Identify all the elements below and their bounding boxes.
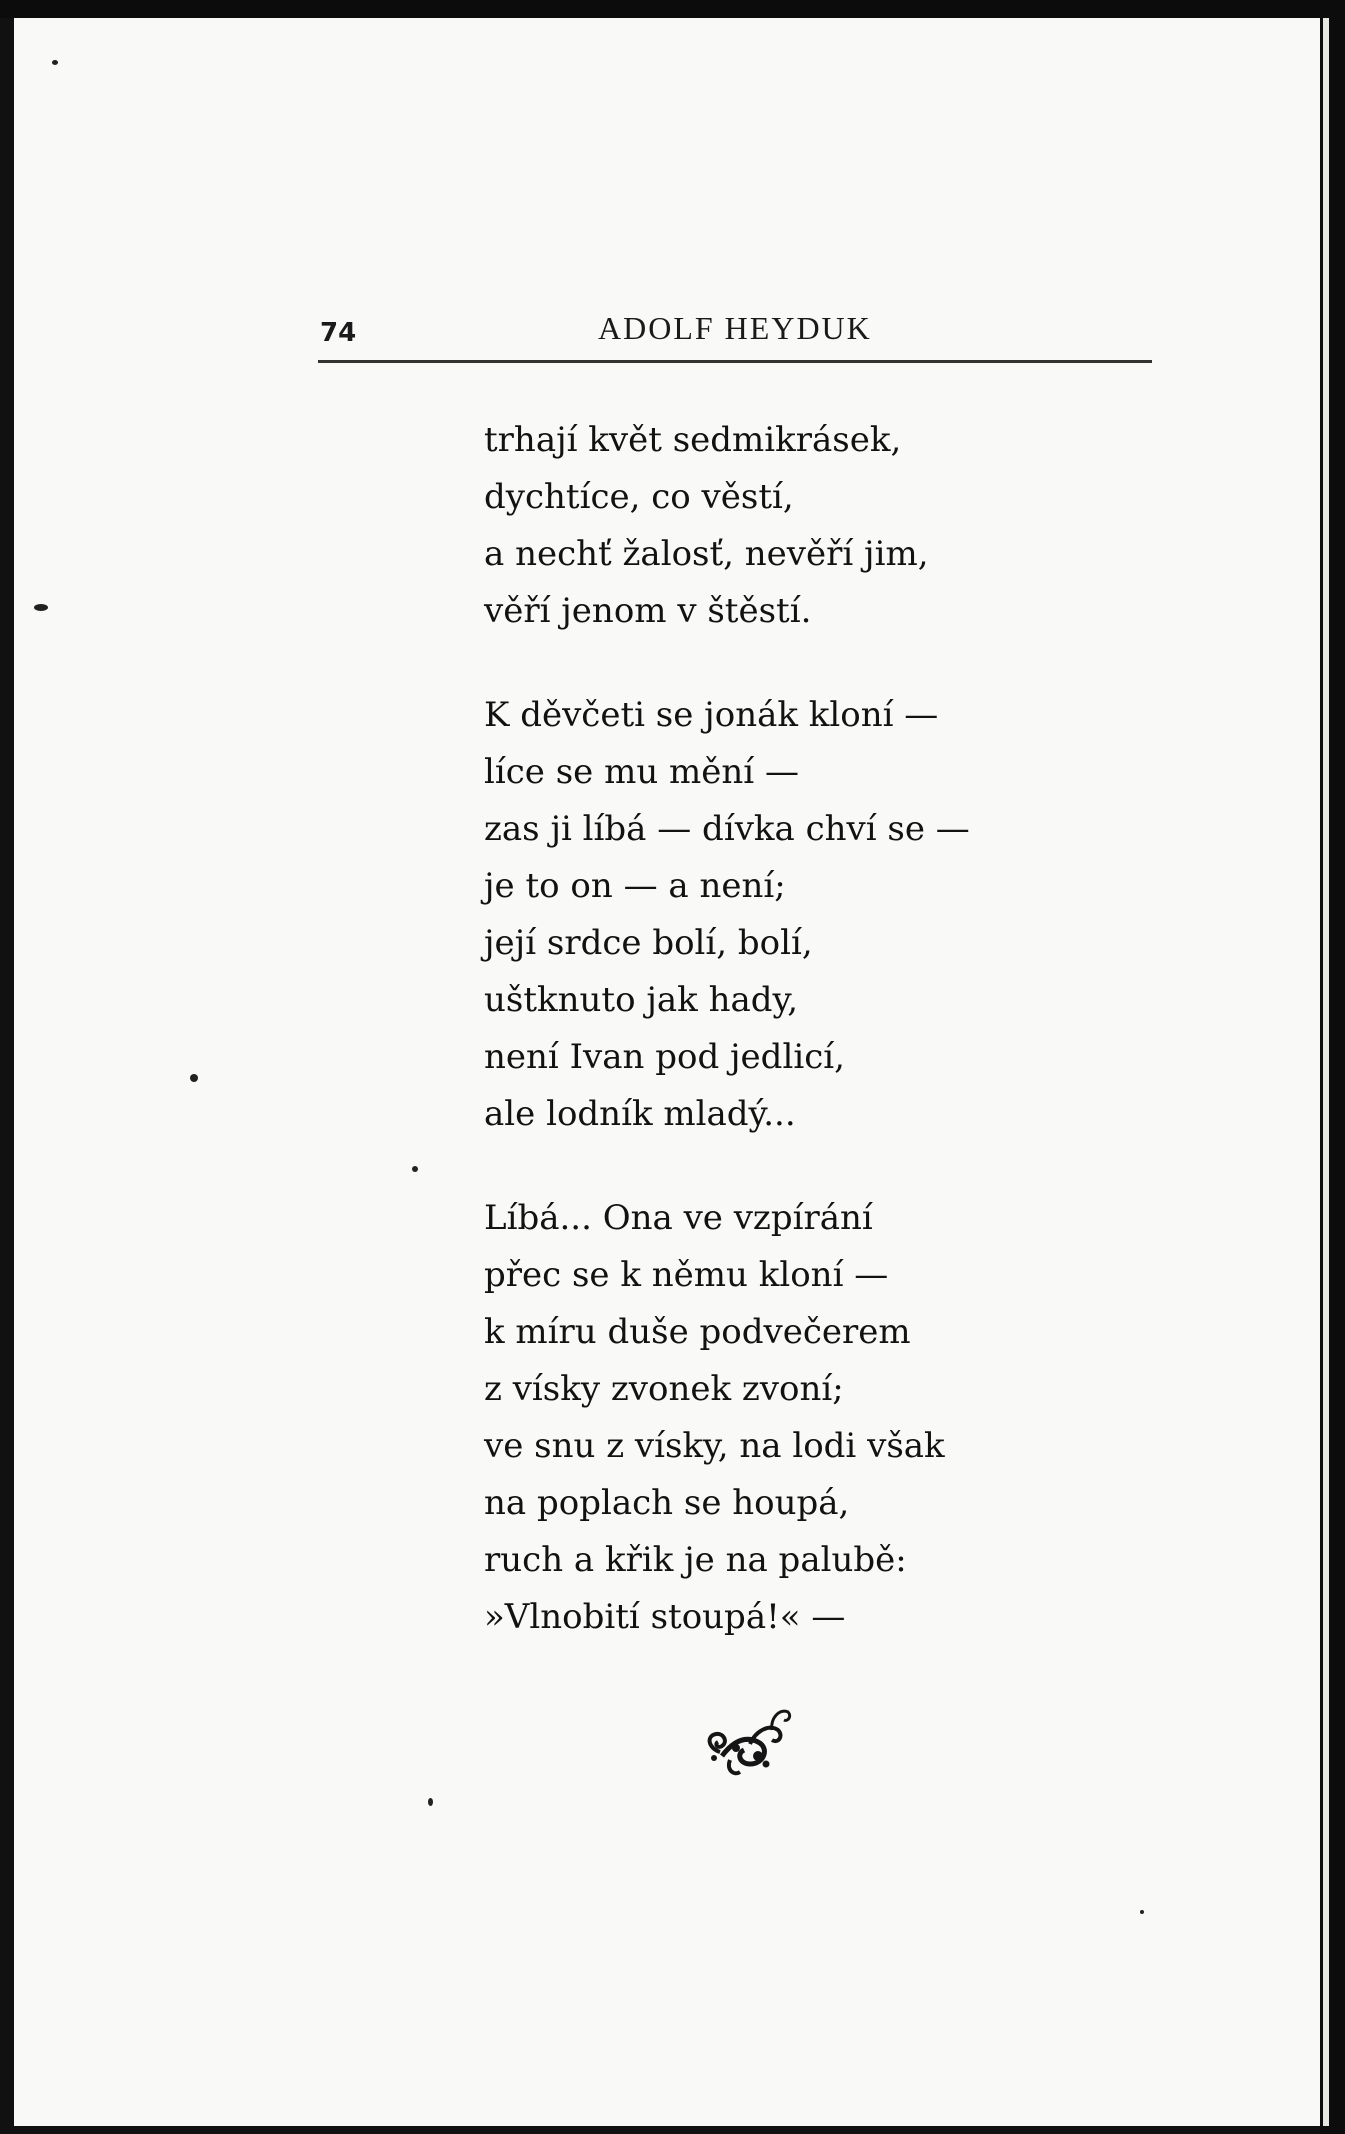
poem-line: věří jenom v štěstí. xyxy=(484,591,812,631)
poem-line: zas ji líbá — dívka chví se — xyxy=(484,809,970,849)
poem-line: z vísky zvonek zvoní; xyxy=(484,1369,844,1409)
poem-line: uštknuto jak hady, xyxy=(484,980,799,1020)
poem-line: na poplach se houpá, xyxy=(484,1483,850,1523)
scan-speck xyxy=(190,1074,198,1082)
scan-speck xyxy=(34,604,48,611)
scan-speck xyxy=(1140,1910,1144,1914)
scan-speck xyxy=(428,1798,433,1806)
scan-top-edge xyxy=(0,0,1345,18)
poem-line: její srdce bolí, bolí, xyxy=(484,923,813,963)
poem-line: »Vlnobití stoupá!« — xyxy=(484,1597,846,1637)
stanza xyxy=(484,687,1184,1143)
page-number: 74 xyxy=(320,318,357,348)
running-head: ADOLF HEYDUK xyxy=(598,310,872,346)
poem-line: k míru duše podvečerem xyxy=(484,1312,911,1352)
poem-line: a nechť žalosť, nevěří jim, xyxy=(484,534,929,574)
stanza xyxy=(484,1190,1184,1646)
poem-line: trhají květ sedmikrásek, xyxy=(484,420,902,460)
page-header xyxy=(318,290,1152,363)
scan-right-edge xyxy=(1320,0,1345,2134)
poem-line: ruch a křik je na palubě: xyxy=(484,1540,907,1580)
scan-speck xyxy=(52,60,58,65)
scan-speck xyxy=(412,1166,418,1172)
poem-line: přec se k němu kloní — xyxy=(484,1255,889,1295)
poem-line: K děvčeti se jonák kloní — xyxy=(484,695,939,735)
poem-body xyxy=(484,412,1184,1693)
poem-line: líce se mu mění — xyxy=(484,752,799,792)
poem-line: Líbá... Ona ve vzpírání xyxy=(484,1198,873,1238)
poem-line: ale lodník mladý... xyxy=(484,1094,796,1134)
poem-line: ve snu z vísky, na lodi však xyxy=(484,1426,945,1466)
poem-line: dychtíce, co věstí, xyxy=(484,477,794,517)
poem-line: je to on — a není; xyxy=(484,866,786,906)
poem-line: není Ivan pod jedlicí, xyxy=(484,1037,845,1077)
stanza xyxy=(484,412,1184,640)
floral-ornament-icon xyxy=(700,1700,792,1780)
